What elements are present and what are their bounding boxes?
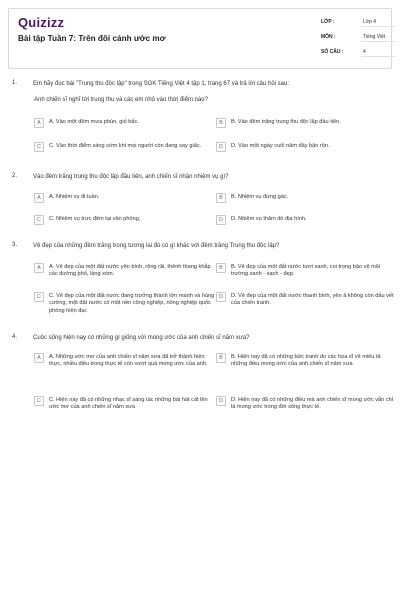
option-letter-box[interactable]: D bbox=[216, 142, 226, 152]
option-text: C. Nhiệm vụ trực đêm tại văn phòng. bbox=[49, 216, 141, 222]
question-text: Em hãy đọc bài "Trung thu độc lập" trong SGK Tiếng Việt 4 tập 1, trang 67 và trả lời câu hỏi sau: bbox=[33, 81, 290, 87]
meta-value: Lớp 4 bbox=[363, 19, 377, 25]
option-letter-box[interactable]: B bbox=[216, 118, 226, 128]
option-letter-box[interactable]: D bbox=[216, 396, 226, 406]
option-text: D. Nhiệm vụ thăm dò địa hình. bbox=[231, 216, 307, 222]
option-text: A. Nhiệm vụ đi tuần. bbox=[49, 194, 100, 200]
option-letter-box[interactable]: C bbox=[34, 396, 44, 406]
meta-underline bbox=[361, 26, 395, 27]
meta-label: SỐ CÂU : bbox=[321, 49, 344, 55]
option-text: A. Vẻ đẹp của một đất nước yên bình, rộng rãi, thênh thang khắp các đường phố, làng xóm. bbox=[49, 264, 211, 278]
option-letter-box[interactable]: D bbox=[216, 292, 226, 302]
option-letter-box[interactable]: A bbox=[34, 353, 44, 363]
option-text: D. Vẻ đẹp của một đất nước thanh bình, yên ả không còn dấu vết của chiến tranh. bbox=[231, 293, 394, 307]
meta-underline bbox=[361, 56, 395, 57]
option-text: C. Vào thời điểm sáng sớm khi mọi người còn đang say giấc. bbox=[49, 143, 202, 149]
option-text: D. Vào một ngày cuối năm đầy bận rộn. bbox=[231, 143, 330, 149]
option-letter-box[interactable]: B bbox=[216, 193, 226, 203]
option-text: C. Hiện nay đã có những nhạc sĩ sáng tác những bài hát cất lên ước mơ của anh chiến sĩ năm xưa bbox=[49, 397, 208, 411]
question-text: Cuộc sống hiện nay có những gì giống với mong ước của anh chiến sĩ năm xưa? bbox=[33, 335, 250, 341]
option-text: B. Vào đêm trăng trung thu độc lập đầu tiên. bbox=[231, 119, 341, 125]
option-letter-box[interactable]: A bbox=[34, 193, 44, 203]
option-text: A. Những ước mơ của anh chiến sĩ năm xưa đã trở thành hiện thực, nhiều điều trong thực tế còn vượt quá mong ước của anh. bbox=[49, 354, 208, 368]
option-letter-box[interactable]: D bbox=[216, 215, 226, 225]
option-text: B. Nhiệm vụ đứng gác. bbox=[231, 194, 289, 200]
worksheet-title: Bài tập Tuần 7: Trên đôi cánh ước mơ bbox=[18, 34, 166, 43]
question-number: 4. bbox=[12, 334, 18, 340]
option-text: B. Vẻ đẹp của một đất nước tươi xanh, coi trọng bảo vệ môi trường xanh - sạch - đẹp. bbox=[231, 264, 381, 278]
option-letter-box[interactable]: C bbox=[34, 215, 44, 225]
meta-info bbox=[321, 16, 391, 61]
question-text: Vào đêm trăng trung thu độc lập đầu tiên, anh chiến sĩ nhận nhiệm vụ gì? bbox=[33, 174, 229, 180]
meta-value: 4 bbox=[363, 49, 366, 55]
question-number: 2. bbox=[12, 173, 18, 179]
meta-row-grade bbox=[321, 16, 391, 31]
option-text: D. Hiện nay đã có những điều mà anh chiến sĩ mong ước vẫn chỉ là mong ước trong đời sống thực tế. bbox=[231, 397, 393, 411]
meta-underline bbox=[361, 41, 395, 42]
option-letter-box[interactable]: C bbox=[34, 142, 44, 152]
meta-row-subject bbox=[321, 31, 391, 46]
option-text: C. Vẻ đẹp của một đất nước đang trưởng thành lớn mạnh và hùng cường, một đất nước có một nền công nghiệp, nông nghiệp quốc phòng hiện đại. bbox=[49, 293, 215, 314]
option-text: A. Vào một đêm mưa phùn, gió bấc. bbox=[49, 119, 139, 125]
worksheet-header bbox=[8, 8, 392, 69]
meta-label: MÔN : bbox=[321, 34, 336, 40]
question-number: 3. bbox=[12, 242, 18, 248]
option-letter-box[interactable]: B bbox=[216, 263, 226, 273]
option-text: B. Hiện nay đã có những bức tranh do các họa sĩ vẽ miêu tả những điều mong ước của anh chiến sĩ năm xưa bbox=[231, 354, 381, 368]
option-letter-box[interactable]: B bbox=[216, 353, 226, 363]
question-text: Vẻ đẹp của những đêm trăng trong tương lai đó có gì khác với đêm trăng Trung thu độc lập? bbox=[33, 243, 280, 249]
option-letter-box[interactable]: A bbox=[34, 263, 44, 273]
meta-label: LỚP : bbox=[321, 19, 335, 25]
option-letter-box[interactable]: C bbox=[34, 292, 44, 302]
question-subtext: Anh chiến sĩ nghĩ tới trung thu và các em nhỏ vào thời điểm nào? bbox=[34, 97, 208, 103]
option-letter-box[interactable]: A bbox=[34, 118, 44, 128]
meta-value: Tiếng Việt bbox=[363, 34, 386, 40]
quizizz-logo: Quizizz bbox=[18, 15, 65, 30]
question-number: 1. bbox=[12, 80, 18, 86]
meta-row-question-count bbox=[321, 46, 391, 61]
